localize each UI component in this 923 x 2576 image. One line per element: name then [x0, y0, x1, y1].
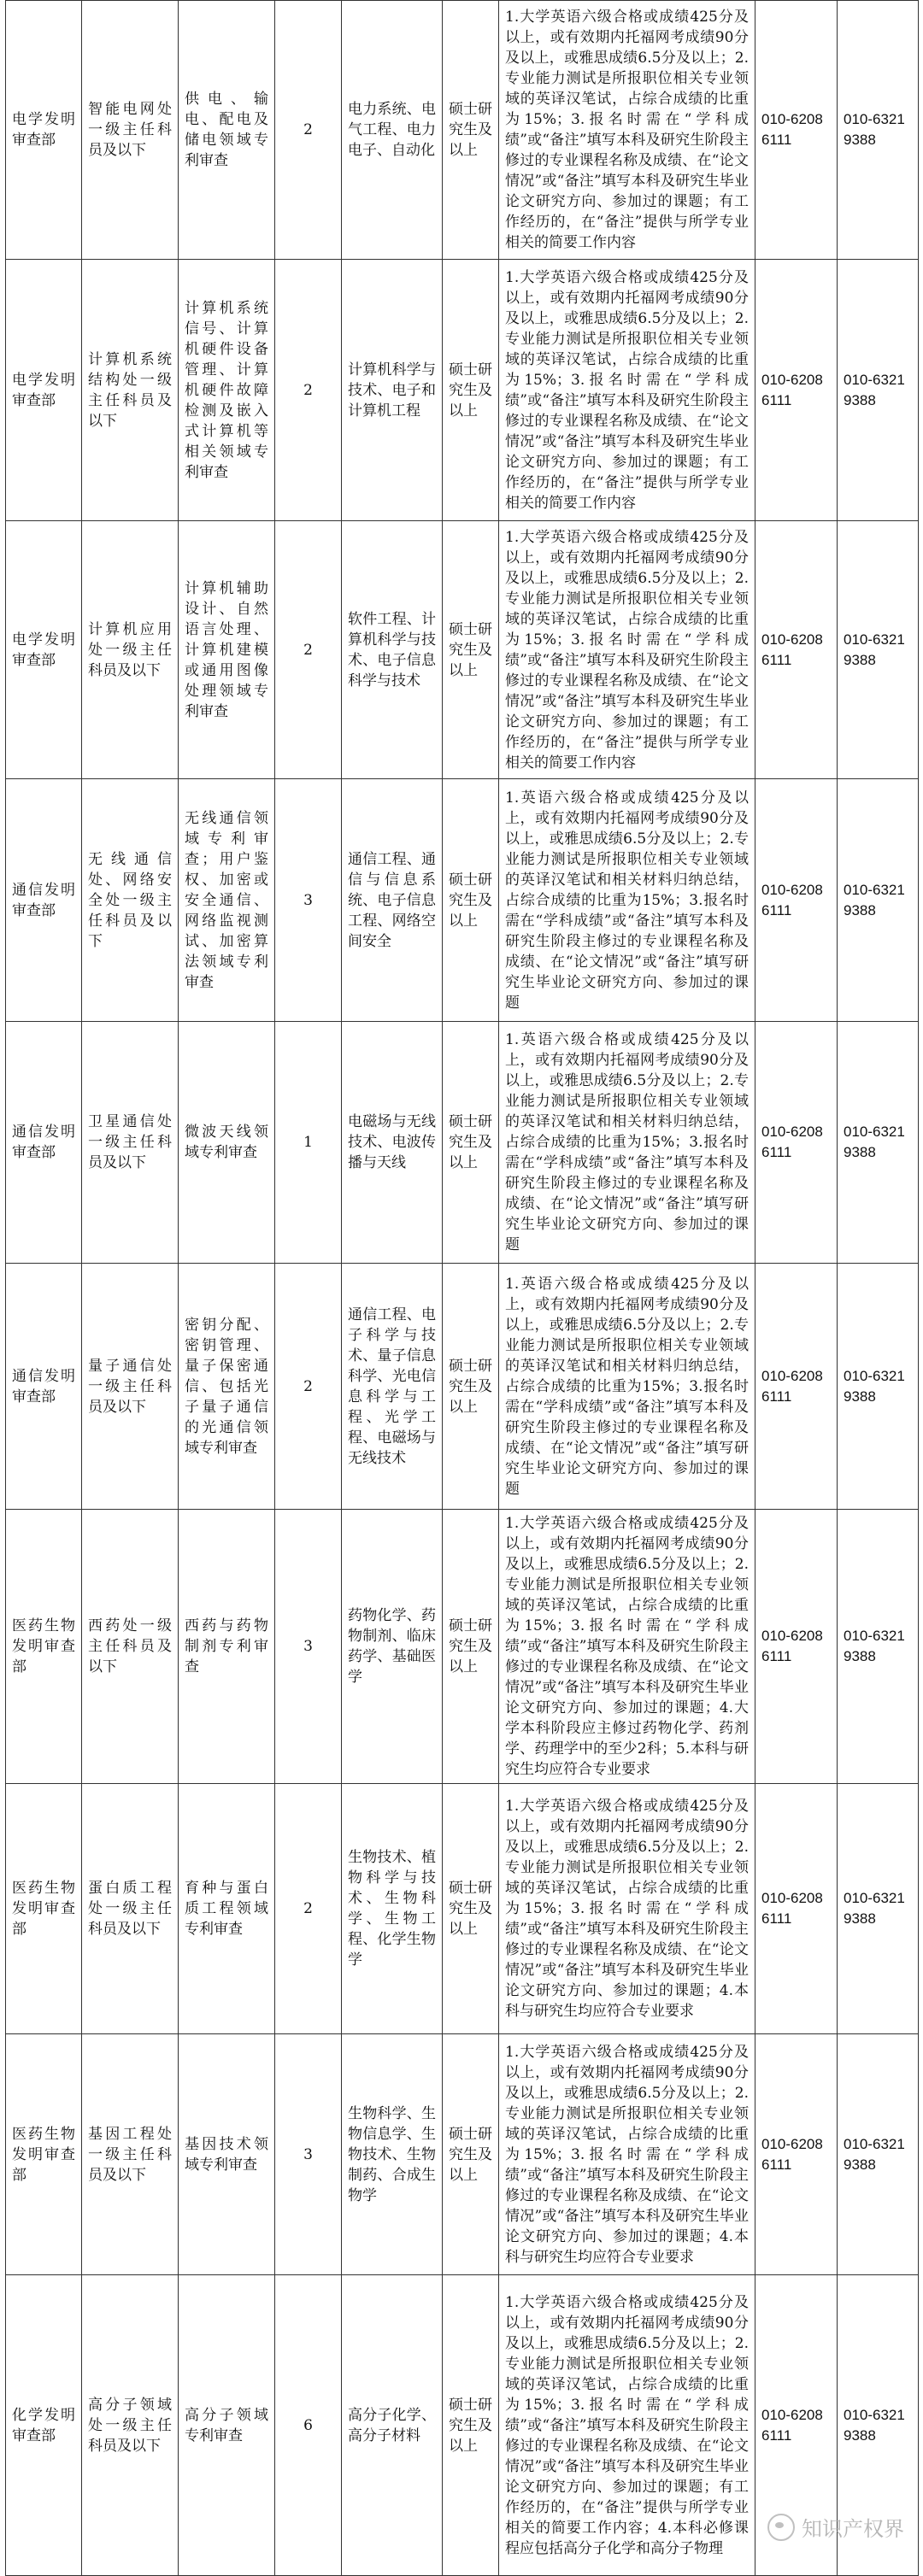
headcount-cell: 3 [275, 779, 342, 1022]
table-row [6, 779, 919, 1022]
education-cell: 硕士研究生及以上 [443, 260, 499, 521]
education-cell: 硕士研究生及以上 [443, 521, 499, 779]
position-cell: 高分子领域处一级主任科员及以下 [82, 2275, 179, 2576]
education-cell: 硕士研究生及以上 [443, 1022, 499, 1264]
department-cell: 通信发明审查部 [6, 1264, 82, 1510]
department-cell: 电学发明审查部 [6, 521, 82, 779]
phone-cell-1: 010-62086111 [755, 260, 838, 521]
phone-cell-1: 010-62086111 [755, 2275, 838, 2576]
field-cell: 计算机系统信号、计算机硬件设备管理、计算机硬件故障检测及嵌入式计算机等相关领域专利审查 [179, 260, 275, 521]
requirements-cell: 1.大学英语六级合格或成绩425分及以上，或有效期内托福网考成绩90分及以上，或雅思成绩6.5分及以上；2.专业能力测试是所报职位相关专业领域的英译汉笔试，占综合成绩的比重为15%；3.报名时需在“学科成绩”或“备注”填写本科及研究生阶段主修过的专业课程名称及成绩、在“论文情况”或“备注”填写本科及研究生毕业论文研究方向、参加过的课题；有工作经历的，在“备注”提供与所学专业相关的简要工作内容 [499, 260, 755, 521]
phone-cell-2: 010-63219388 [838, 1022, 919, 1264]
phone-cell-1: 010-62086111 [755, 1510, 838, 1784]
education-cell: 硕士研究生及以上 [443, 1264, 499, 1510]
requirements-cell: 1.英语六级合格或成绩425分及以上，或有效期内托福网考成绩90分及以上，或雅思成绩6.5分及以上；2.专业能力测试是所报职位相关专业领域的英译汉笔试和相关材料归纳总结，占综合成绩的比重为15%；3.报名时需在“学科成绩”或“备注”填写本科及研究生阶段主修过的专业课程名称及成绩、在“论文情况”或“备注”填写研究生毕业论文研究方向、参加过的课题 [499, 1022, 755, 1264]
phone-cell-2: 010-63219388 [838, 260, 919, 521]
department-cell: 医药生物发明审查部 [6, 1510, 82, 1784]
position-cell: 基因工程处一级主任科员及以下 [82, 2034, 179, 2275]
phone-cell-2: 010-63219388 [838, 1, 919, 260]
table-row [6, 1264, 919, 1510]
phone-cell-2: 010-63219388 [838, 779, 919, 1022]
table-row [6, 260, 919, 521]
field-cell: 高分子领域专利审查 [179, 2275, 275, 2576]
headcount-cell: 6 [275, 2275, 342, 2576]
phone-cell-2: 010-63219388 [838, 1784, 919, 2034]
watermark [767, 2512, 904, 2542]
headcount-cell: 2 [275, 260, 342, 521]
requirements-cell: 1.英语六级合格或成绩425分及以上，或有效期内托福网考成绩90分及以上，或雅思成绩6.5分及以上；2.专业能力测试是所报职位相关专业领域的英译汉笔试和相关材料归纳总结，占综合成绩的比重为15%；3.报名时需在“学科成绩”或“备注”填写本科及研究生阶段主修过的专业课程名称及成绩、在“论文情况”或“备注”填写研究生毕业论文研究方向、参加过的课题 [499, 1264, 755, 1510]
requirements-cell: 1.大学英语六级合格或成绩425分及以上，或有效期内托福网考成绩90分及以上，或雅思成绩6.5分及以上；2.专业能力测试是所报职位相关专业领域的英译汉笔试，占综合成绩的比重为15%；3.报名时需在“学科成绩”或“备注”填写本科及研究生阶段主修过的专业课程名称及成绩、在“论文情况”或“备注”填写本科及研究生毕业论文研究方向、参加过的课题；有工作经历的，在“备注”提供与所学专业相关的简要工作内容；4.本科必修课程应包括高分子化学和高分子物理 [499, 2275, 755, 2576]
phone-cell-1: 010-62086111 [755, 1264, 838, 1510]
education-cell: 硕士研究生及以上 [443, 2034, 499, 2275]
table-body [6, 1, 919, 2576]
table-row [6, 521, 919, 779]
position-cell: 量子通信处一级主任科员及以下 [82, 1264, 179, 1510]
phone-cell-2: 010-63219388 [838, 521, 919, 779]
department-cell: 通信发明审查部 [6, 779, 82, 1022]
phone-cell-1: 010-62086111 [755, 521, 838, 779]
education-cell: 硕士研究生及以上 [443, 779, 499, 1022]
phone-cell-2: 010-63219388 [838, 1510, 919, 1784]
table-row [6, 2034, 919, 2275]
position-cell: 卫星通信处一级主任科员及以下 [82, 1022, 179, 1264]
major-cell: 计算机科学与技术、电子和计算机工程 [342, 260, 443, 521]
department-cell: 化学发明审查部 [6, 2275, 82, 2576]
phone-cell-2: 010-63219388 [838, 1264, 919, 1510]
requirements-cell: 1.大学英语六级合格或成绩425分及以上，或有效期内托福网考成绩90分及以上，或雅思成绩6.5分及以上；2.专业能力测试是所报职位相关专业领域的英译汉笔试，占综合成绩的比重为15%；3.报名时需在“学科成绩”或“备注”填写本科及研究生阶段主修过的专业课程名称及成绩、在“论文情况”或“备注”填写本科及研究生毕业论文研究方向、参加过的课题；4.大学本科阶段应主修过药物化学、药剂学、药理学中的至少2科；5.本科与研究生均应符合专业要求 [499, 1510, 755, 1784]
position-cell: 计算机应用处一级主任科员及以下 [82, 521, 179, 779]
position-cell: 蛋白质工程处一级主任科员及以下 [82, 1784, 179, 2034]
major-cell: 电磁场与无线技术、电波传播与天线 [342, 1022, 443, 1264]
headcount-cell: 2 [275, 1784, 342, 2034]
major-cell: 高分子化学、高分子材料 [342, 2275, 443, 2576]
table-row [6, 1, 919, 260]
requirements-cell: 1.大学英语六级合格或成绩425分及以上，或有效期内托福网考成绩90分及以上，或雅思成绩6.5分及以上；2.专业能力测试是所报职位相关专业领域的英译汉笔试，占综合成绩的比重为15%；3.报名时需在“学科成绩”或“备注”填写本科及研究生阶段主修过的专业课程名称及成绩、在“论文情况”或“备注”填写本科及研究生毕业论文研究方向、参加过的课题；4.本科与研究生均应符合专业要求 [499, 1784, 755, 2034]
table-row [6, 1510, 919, 1784]
table-row [6, 1022, 919, 1264]
field-cell: 无线通信领域专利审查；用户鉴权、加密或安全通信、网络监视测试、加密算法领域专利审查 [179, 779, 275, 1022]
field-cell: 供电、输电、配电及储电领域专利审查 [179, 1, 275, 260]
department-cell: 电学发明审查部 [6, 260, 82, 521]
field-cell: 计算机辅助设计、自然语言处理、计算机建模或通用图像处理领域专利审查 [179, 521, 275, 779]
headcount-cell: 2 [275, 1, 342, 260]
department-cell: 电学发明审查部 [6, 1, 82, 260]
education-cell: 硕士研究生及以上 [443, 1510, 499, 1784]
education-cell: 硕士研究生及以上 [443, 2275, 499, 2576]
major-cell: 电力系统、电气工程、电力电子、自动化 [342, 1, 443, 260]
requirements-cell: 1.大学英语六级合格或成绩425分及以上，或有效期内托福网考成绩90分及以上，或雅思成绩6.5分及以上；2.专业能力测试是所报职位相关专业领域的英译汉笔试，占综合成绩的比重为15%；3.报名时需在“学科成绩”或“备注”填写本科及研究生阶段主修过的专业课程名称及成绩、在“论文情况”或“备注”填写本科及研究生毕业论文研究方向、参加过的课题；4.本科与研究生均应符合专业要求 [499, 2034, 755, 2275]
position-cell: 智能电网处一级主任科员及以下 [82, 1, 179, 260]
department-cell: 通信发明审查部 [6, 1022, 82, 1264]
position-cell: 无线通信处、网络安全处一级主任科员及以下 [82, 779, 179, 1022]
field-cell: 密钥分配、密钥管理、量子保密通信、包括光子量子通信的光通信领域专利审查 [179, 1264, 275, 1510]
field-cell: 微波天线领域专利审查 [179, 1022, 275, 1264]
requirements-cell: 1.英语六级合格或成绩425分及以上，或有效期内托福网考成绩90分及以上，或雅思成绩6.5分及以上；2.专业能力测试是所报职位相关专业领域的英译汉笔试和相关材料归纳总结，占综合成绩的比重为15%；3.报名时需在“学科成绩”或“备注”填写本科及研究生阶段主修过的专业课程名称及成绩、在“论文情况”或“备注”填写研究生毕业论文研究方向、参加过的课题 [499, 779, 755, 1022]
phone-cell-1: 010-62086111 [755, 2034, 838, 2275]
phone-cell-2: 010-63219388 [838, 2034, 919, 2275]
requirements-cell: 1.大学英语六级合格或成绩425分及以上，或有效期内托福网考成绩90分及以上，或雅思成绩6.5分及以上；2.专业能力测试是所报职位相关专业领域的英译汉笔试，占综合成绩的比重为15%；3.报名时需在“学科成绩”或“备注”填写本科及研究生阶段主修过的专业课程名称及成绩、在“论文情况”或“备注”填写本科及研究生毕业论文研究方向、参加过的课题；有工作经历的，在“备注”提供与所学专业相关的简要工作内容 [499, 1, 755, 260]
education-cell: 硕士研究生及以上 [443, 1, 499, 260]
watermark-text: 知识产权界 [802, 2517, 904, 2541]
position-cell: 西药处一级主任科员及以下 [82, 1510, 179, 1784]
major-cell: 通信工程、通信与信息系统、电子信息工程、网络空间安全 [342, 779, 443, 1022]
phone-cell-1: 010-62086111 [755, 779, 838, 1022]
education-cell: 硕士研究生及以上 [443, 1784, 499, 2034]
major-cell: 软件工程、计算机科学与技术、电子信息科学与技术 [342, 521, 443, 779]
recruitment-table [5, 0, 919, 2576]
requirements-cell: 1.大学英语六级合格或成绩425分及以上，或有效期内托福网考成绩90分及以上，或雅思成绩6.5分及以上；2.专业能力测试是所报职位相关专业领域的英译汉笔试，占综合成绩的比重为15%；3.报名时需在“学科成绩”或“备注”填写本科及研究生阶段主修过的专业课程名称及成绩、在“论文情况”或“备注”填写本科及研究生毕业论文研究方向、参加过的课题；有工作经历的，在“备注”提供与所学专业相关的简要工作内容 [499, 521, 755, 779]
field-cell: 育种与蛋白质工程领域专利审查 [179, 1784, 275, 2034]
phone-cell-2: 010-63219388 [838, 2275, 919, 2576]
major-cell: 通信工程、电子科学与技术、量子信息科学、光电信息科学与工程、光学工程、电磁场与无线技术 [342, 1264, 443, 1510]
field-cell: 基因技术领域专利审查 [179, 2034, 275, 2275]
major-cell: 药物化学、药物制剂、临床药学、基础医学 [342, 1510, 443, 1784]
department-cell: 医药生物发明审查部 [6, 1784, 82, 2034]
headcount-cell: 3 [275, 1510, 342, 1784]
position-cell: 计算机系统结构处一级主任科员及以下 [82, 260, 179, 521]
phone-cell-1: 010-62086111 [755, 1, 838, 260]
major-cell: 生物科学、生物信息学、生物技术、生物制药、合成生物学 [342, 2034, 443, 2275]
field-cell: 西药与药物制剂专利审查 [179, 1510, 275, 1784]
phone-cell-1: 010-62086111 [755, 1022, 838, 1264]
headcount-cell: 2 [275, 1264, 342, 1510]
headcount-cell: 3 [275, 2034, 342, 2275]
headcount-cell: 1 [275, 1022, 342, 1264]
phone-cell-1: 010-62086111 [755, 1784, 838, 2034]
major-cell: 生物技术、植物科学与技术、生物科学、生物工程、化学生物学 [342, 1784, 443, 2034]
department-cell: 医药生物发明审查部 [6, 2034, 82, 2275]
headcount-cell: 2 [275, 521, 342, 779]
wechat-icon [767, 2514, 795, 2541]
table-row [6, 1784, 919, 2034]
